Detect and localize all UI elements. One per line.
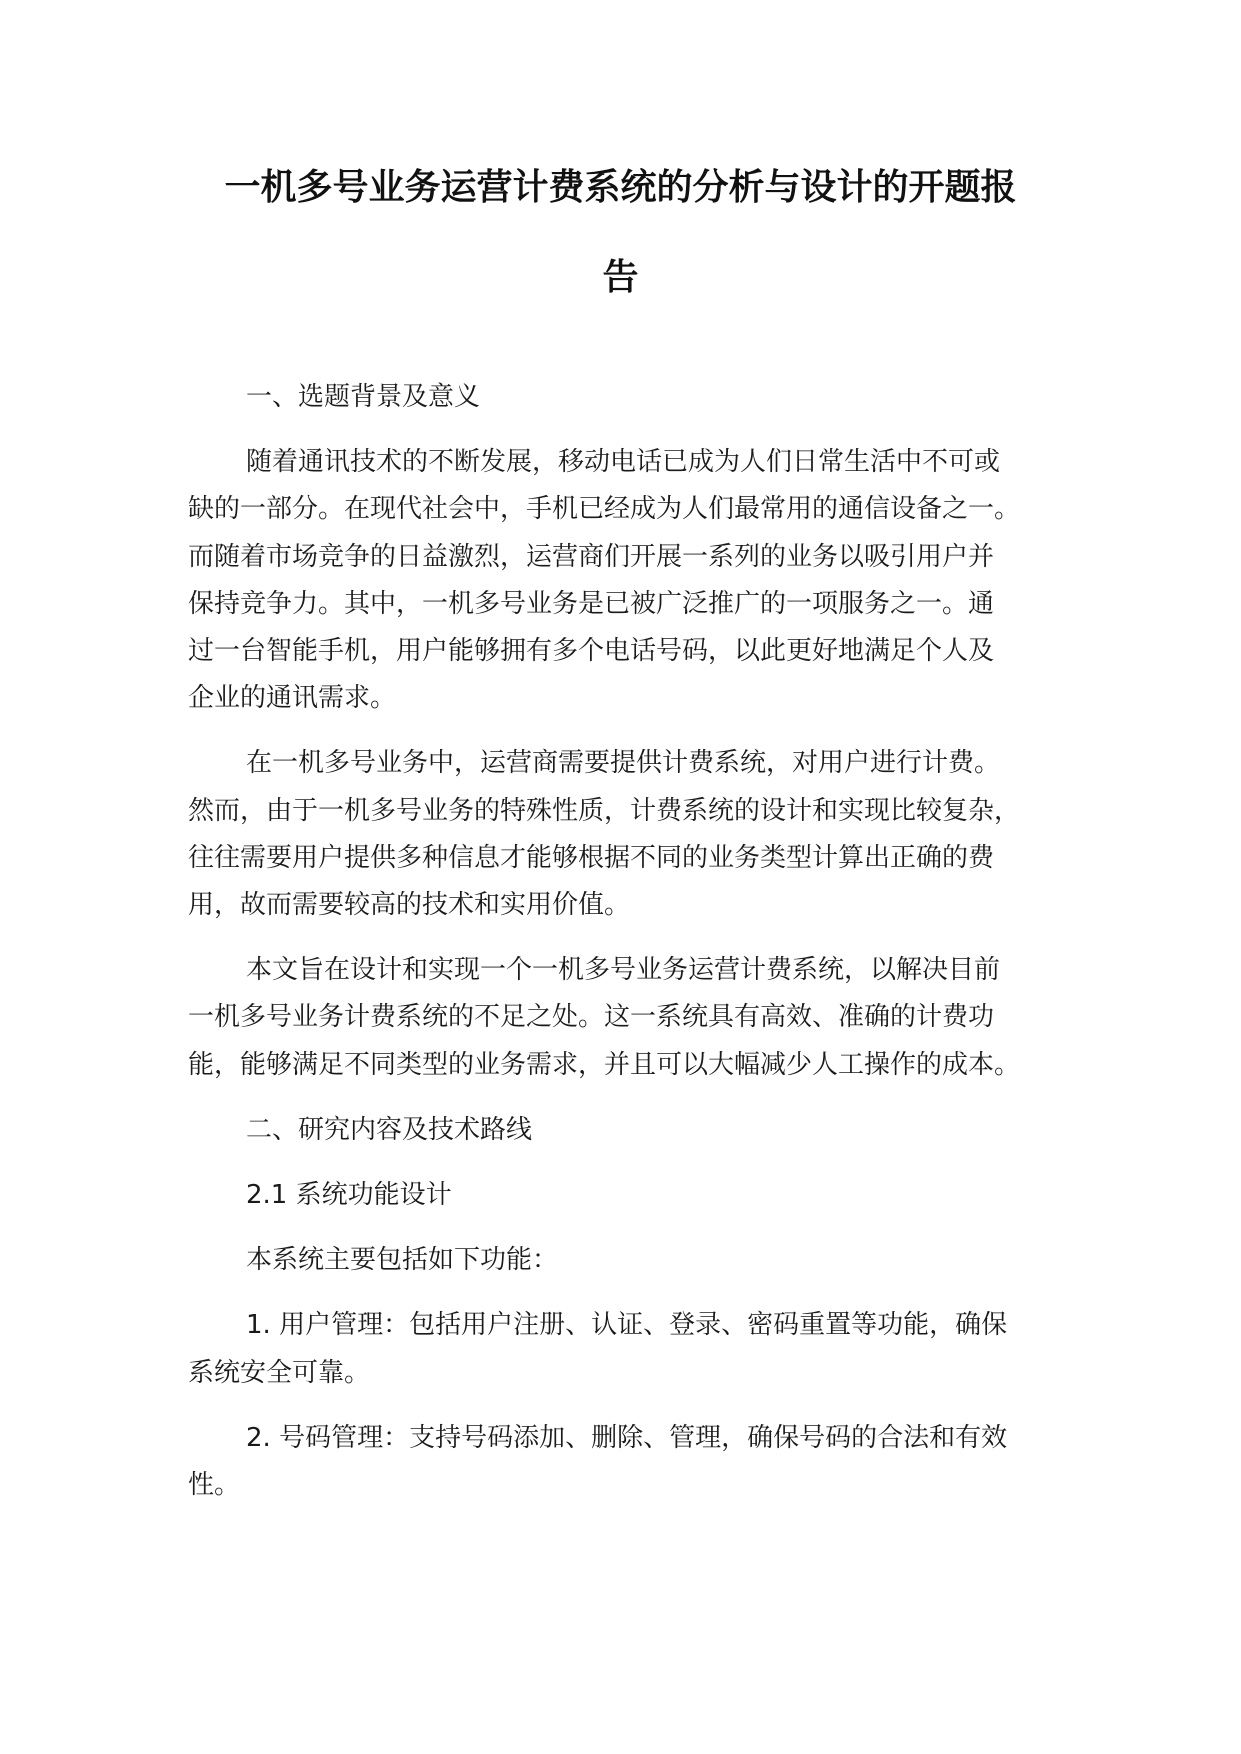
- paragraph-line: 能，能够满足不同类型的业务需求，并且可以大幅减少人工操作的成本。: [188, 1049, 1021, 1080]
- paragraph-first-line: 本文旨在设计和实现一个一机多号业务运营计费系统，以解决目前: [246, 955, 1001, 986]
- paragraph: [188, 1237, 1068, 1284]
- paragraph: [188, 740, 1068, 929]
- paragraph-line: 一机多号业务计费系统的不足之处。这一系统具有高效、准确的计费功: [188, 1002, 995, 1033]
- paragraph-line: 往往需要用户提供多种信息才能够根据不同的业务类型计算出正确的费: [188, 842, 995, 873]
- paragraph-first-line: 二、研究内容及技术路线: [246, 1114, 533, 1145]
- document-title: [160, 168, 1081, 298]
- paragraph: [188, 1172, 1068, 1219]
- document-body: [188, 374, 1068, 1527]
- title-line-2: 告: [602, 257, 639, 298]
- paragraph: [188, 439, 1068, 722]
- paragraph-line: 缺的一部分。在现代社会中，手机已经成为人们最常用的通信设备之一。: [188, 494, 1021, 525]
- paragraph-line: 系统安全可靠。: [188, 1357, 371, 1388]
- paragraph-line: 保持竞争力。其中，一机多号业务是已被广泛推广的一项服务之一。通: [188, 588, 995, 619]
- paragraph-line: 而随着市场竞争的日益激烈，运营商们开展一系列的业务以吸引用户并: [188, 541, 995, 572]
- paragraph-line: 企业的通讯需求。: [188, 683, 397, 714]
- paragraph: [188, 947, 1068, 1089]
- paragraph-line: 过一台智能手机，用户能够拥有多个电话号码，以此更好地满足个人及: [188, 636, 995, 667]
- paragraph-line: 然而，由于一机多号业务的特殊性质，计费系统的设计和实现比较复杂，: [188, 795, 1021, 826]
- paragraph-first-line: 2.1 系统功能设计: [246, 1180, 452, 1211]
- paragraph-line: 性。: [188, 1470, 241, 1501]
- paragraph-first-line: 随着通讯技术的不断发展，移动电话已成为人们日常生活中不可或: [246, 447, 1001, 478]
- paragraph-line: 用，故而需要较高的技术和实用价值。: [188, 890, 631, 921]
- paragraph-first-line: 1. 用户管理：包括用户注册、认证、登录、密码重置等功能，确保: [246, 1310, 1008, 1341]
- paragraph-first-line: 2. 号码管理：支持号码添加、删除、管理，确保号码的合法和有效: [246, 1422, 1008, 1453]
- paragraph-first-line: 在一机多号业务中，运营商需要提供计费系统，对用户进行计费。: [246, 748, 1001, 779]
- title-line-1: 一机多号业务运营计费系统的分析与设计的开题报: [224, 167, 1017, 208]
- paragraph: [188, 1107, 1068, 1154]
- paragraph-first-line: 本系统主要包括如下功能：: [246, 1245, 559, 1276]
- paragraph: [188, 1302, 1068, 1396]
- paragraph: [188, 374, 1068, 421]
- paragraph-first-line: 一、选题背景及意义: [246, 382, 481, 412]
- paragraph: [188, 1415, 1068, 1509]
